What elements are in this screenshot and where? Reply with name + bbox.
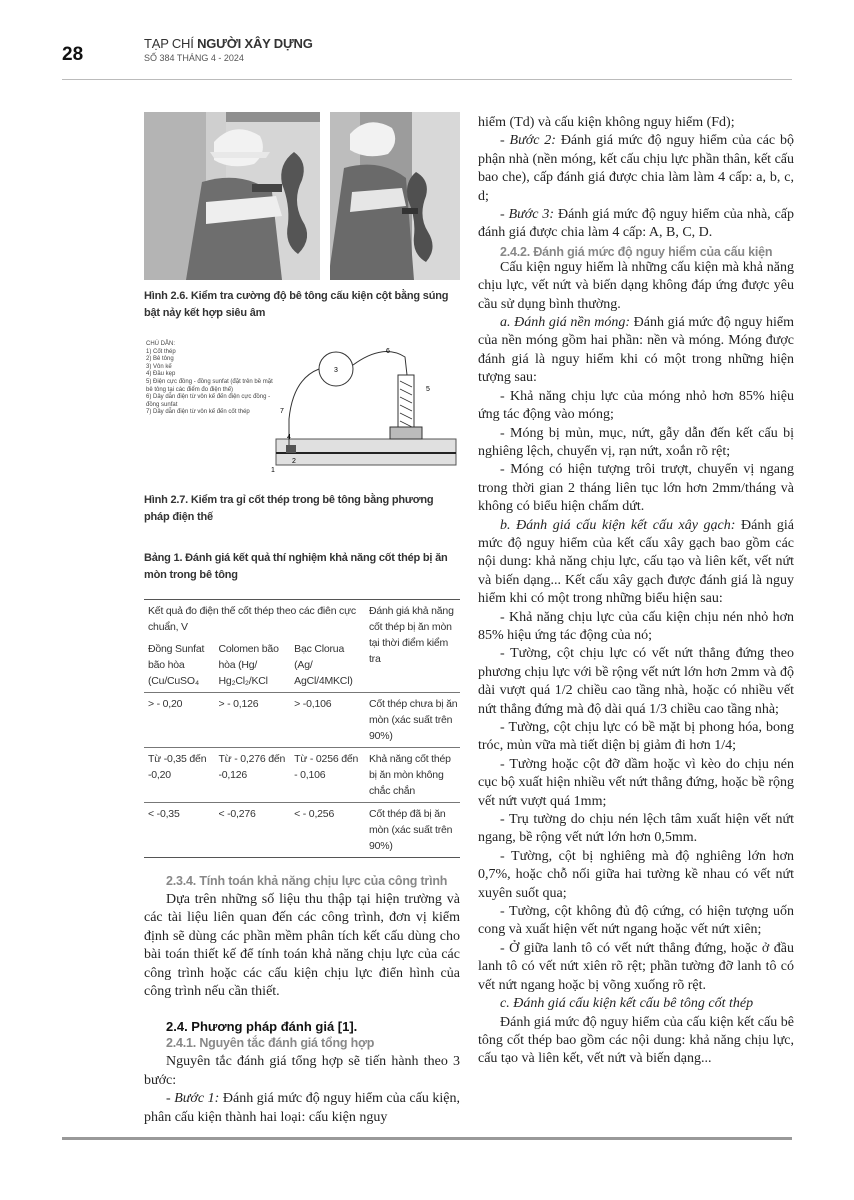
figure-2-7-caption: Hình 2.7. Kiểm tra gỉ cốt thép trong bê tông bằng phương pháp điện thế bbox=[144, 494, 434, 523]
step-label: - Bước 1: bbox=[166, 1091, 220, 1107]
paragraph: - Tường, cột chịu lực có bề mặt bị phong hóa, bong tróc, mủn vữa mà tiết diện bị giảm đi hơn 1/4; bbox=[478, 720, 794, 754]
step-label: - Bước 2: bbox=[500, 133, 556, 149]
paragraph: - Tường, cột chịu lực có vết nứt thẳng đứng theo phương chịu lực với bề rộng vết nứt lớn hơn 2mm và độ dài vượt quá 1/2 chiều cao tầng nhà, hoặc có nhiều vết nứt thẳng đứng mà độ dài quá 1/3 chiều cao tầng nhà; bbox=[478, 646, 794, 717]
heading-2-3-4: 2.3.4. Tính toán khả năng chịu lực của công trình bbox=[166, 874, 448, 888]
step-label: - Bước 3: bbox=[500, 207, 555, 223]
table-cell: < -0,35 bbox=[144, 803, 214, 858]
magazine-name: NGƯỜI XÂY DỰNG bbox=[197, 36, 313, 51]
clamp bbox=[286, 445, 296, 453]
table-subheader: Đồng Sunfat bão hòa (Cu/CuSO₄ bbox=[148, 643, 205, 687]
paragraph: - Móng có hiện tượng trôi trượt, chuyển vị ngang trong thời gian 2 tháng liên tục lớn hơn 2mm/tháng và không có biểu hiện chấm dứt. bbox=[478, 462, 794, 515]
header-divider bbox=[62, 79, 792, 80]
paragraph: Đánh giá mức độ nguy hiểm của cấu kiện kết cấu bê tông cốt thép bao gồm các nội dung: khả năng chịu lực, cấu tạo và liên kết, vết nứt và biến dạng... bbox=[478, 1014, 794, 1067]
figure-2-6-caption: Hình 2.6. Kiểm tra cường độ bê tông cấu kiện cột bằng súng bật nảy kết hợp siêu âm bbox=[144, 290, 449, 319]
magazine-prefix: TẠP CHÍ bbox=[144, 36, 194, 51]
label-3: 3 bbox=[334, 367, 338, 374]
table-cell: Từ - 0,276 đến -0,126 bbox=[214, 748, 290, 803]
table-cell: Cốt thép đã bị ăn mòn (xác suất trên 90%) bbox=[365, 803, 460, 858]
paragraph: - Tường, cột không đủ độ cứng, có hiện tượng uốn cong và xuất hiện vết nứt ngang hoặc vết nứt xiên; bbox=[478, 904, 794, 938]
legend-item: 4) Đầu kẹp bbox=[146, 371, 176, 378]
page-number: 28 bbox=[62, 44, 84, 65]
table-assessment-header: Đánh giá khả năng cốt thép bị ăn mòn tại thời điểm kiểm tra bbox=[365, 600, 460, 693]
label-7: 7 bbox=[280, 408, 284, 415]
label-1: 1 bbox=[271, 467, 275, 474]
legend-item: 3) Vôn kế bbox=[146, 363, 172, 370]
paragraph: - Móng bị mủn, mục, nứt, gẫy dẫn đến kết cấu bị nghiêng lệch, chuyển vị, rạn nứt, xoắn rõ rệt; bbox=[478, 425, 794, 459]
table-cell: > -0,106 bbox=[290, 693, 365, 748]
issue-info: SỐ 384 THÁNG 4 - 2024 bbox=[144, 53, 244, 63]
table-1-caption: Bảng 1. Đánh giá kết quả thí nghiệm khả năng cốt thép bị ăn mòn trong bê tông bbox=[144, 552, 448, 581]
paragraph: - Khả năng chịu lực của móng nhỏ hơn 85% hiệu ứng tác động vào móng; bbox=[478, 388, 794, 423]
table-group-header: Kết quả đo điện thế cốt thép theo các điên cực chuẩn, V bbox=[144, 600, 365, 639]
table-row bbox=[144, 748, 460, 803]
table-cell: Khả năng cốt thép bị ăn mòn không chắc chắn bbox=[365, 748, 460, 803]
table-cell: Cốt thép chưa bị ăn mòn (xác suất trên 90%) bbox=[365, 693, 460, 748]
heading-2-4: 2.4. Phương pháp đánh giá [1]. bbox=[166, 1019, 358, 1035]
label-2: 2 bbox=[292, 458, 296, 465]
photo-ultrasonic-test bbox=[330, 112, 460, 280]
photo-illustration-1 bbox=[144, 112, 320, 280]
wire-to-electrode bbox=[353, 352, 407, 375]
table-cell: > - 0,126 bbox=[214, 693, 290, 748]
table-cell: > - 0,20 bbox=[144, 693, 214, 748]
figure-2-7-diagram bbox=[144, 341, 460, 476]
table-cell: < - 0,256 bbox=[290, 803, 365, 858]
paragraph: - Khả năng chịu lực của cấu kiện chịu nén nhỏ hơn 85% hiệu ứng tác động của nó; bbox=[478, 609, 794, 643]
magazine-title bbox=[144, 36, 313, 51]
table-cell: Từ - 0256 đến - 0,106 bbox=[290, 748, 365, 803]
legend-title: CHÚ DẪN: bbox=[146, 341, 176, 347]
paragraph bbox=[478, 206, 794, 243]
label-4: 4 bbox=[287, 434, 291, 441]
paragraph: Dựa trên những số liệu thu thập tại hiện trường và các tài liệu liên quan đến các công trình, đơn vị kiểm định sẽ dùng các phần mềm phân tích kết cấu dùng cho bài toán thiết kế để tính toán khả năng chịu lực của các công trình hoặc các cấu kiện chịu lực điển hình của công trình nếu cần thiết. bbox=[144, 892, 460, 1000]
heading-2-4-2: 2.4.2. Đánh giá mức độ nguy hiểm của cấu kiện bbox=[500, 244, 773, 259]
subsection-heading: c. Đánh giá cấu kiện kết cấu bê tông cốt thép bbox=[500, 996, 754, 1012]
paragraph: hiểm (Td) và cấu kiện không nguy hiểm (Fd); bbox=[478, 115, 735, 130]
paragraph: - Tường, cột bị nghiêng mà độ nghiêng lớn hơn 0,7%, hoặc chỗ nối giữa hai tường kề nhau có vết nứt xuyên suốt qua; bbox=[478, 848, 794, 901]
paragraph: - Trụ tường do chịu nén lệch tâm xuất hiện vết nứt ngang, bề rộng vết nứt lớn hơn 0,5mm. bbox=[478, 812, 794, 846]
subsection-label: b. Đánh giá cấu kiện kết cấu xây gạch: bbox=[500, 517, 736, 533]
table-cell: < -0,276 bbox=[214, 803, 290, 858]
legend-item: 2) Bê tông bbox=[146, 356, 174, 363]
subsection-label: a. Đánh giá nền móng: bbox=[500, 315, 631, 331]
footer-divider bbox=[62, 1137, 792, 1140]
figure-2-7-legend bbox=[146, 341, 274, 417]
subsection-text: Đánh giá mức độ nguy hiểm của nền móng gồm hai phần: nền và móng. Móng được đánh giá là nguy hiểm khi có một trong những hiện tượng sau: bbox=[478, 315, 794, 386]
table-row bbox=[144, 693, 460, 748]
table-subheader: Colomen bão hòa (Hg/ Hg₂Cl₂/KCl bbox=[218, 643, 279, 687]
label-5: 5 bbox=[426, 386, 430, 393]
paragraph: - Ở giữa lanh tô có vết nứt thẳng đứng, hoặc ở đầu lanh tô có vết nứt xiên rõ rệt; phần tường đỡ lanh tô có vết nứt ngang hoặc bị võng xuống rõ rệt. bbox=[478, 940, 794, 993]
label-6: 6 bbox=[386, 348, 390, 355]
subsection-text: Đánh giá mức độ nguy hiểm của kết cấu xây gạch bao gồm các nội dung: khả năng chịu lực, cấu tạo và liên kết, vết nứt và biến dạng... Kết cấu xây gạch được đánh giá là nguy hiểm khi có một trong những biểu hiện sau: bbox=[478, 517, 794, 607]
photo-rebound-hammer-test bbox=[144, 112, 320, 280]
paragraph bbox=[478, 132, 794, 206]
legend-item: 5) Điện cực đồng - đồng sunfat (đặt trên bề mặt bê tông tại các điểm đo điện thế) bbox=[146, 378, 273, 393]
right-column bbox=[478, 114, 794, 1069]
paragraph bbox=[144, 1090, 460, 1127]
legend-item: 7) Dây dẫn điện từ vôn kế đến cốt thép bbox=[146, 409, 250, 416]
photo-illustration-2 bbox=[330, 112, 460, 280]
legend-item: 6) Dây dẫn điện từ vôn kế đến điện cực đồng - đồng sunfat bbox=[146, 394, 271, 408]
table-subheader: Bạc Clorua (Ag/ AgCl/4MKCl) bbox=[294, 643, 353, 687]
step-text: Đánh giá mức độ nguy hiểm của các bộ phận nhà (nền móng, kết cấu chịu lực phần thân, kết cấu bao che), cấp đánh giá được chia làm làm 4 cấp: a, b, c, d; bbox=[478, 133, 794, 204]
step-text: Đánh giá mức độ nguy hiểm của nhà, cấp đánh giá được chia làm 4 cấp: A, B, C, D. bbox=[478, 207, 794, 241]
paragraph bbox=[478, 517, 794, 609]
table-row bbox=[144, 803, 460, 858]
paragraph: - Tường hoặc cột đỡ dầm hoặc vì kèo do chịu nén cục bộ xuất hiện nhiều vết nứt thẳng đứng, hoặc bề rộng vết nứt vượt quá 1mm; bbox=[478, 756, 794, 809]
paragraph: Nguyên tắc đánh giá tổng hợp sẽ tiến hành theo 3 bước: bbox=[144, 1054, 460, 1088]
legend-item: 1) Cốt thép bbox=[146, 348, 176, 355]
step-text: Đánh giá mức độ nguy hiểm của cấu kiện, phân cấu kiện thành hai loại: cấu kiện nguy bbox=[144, 1091, 460, 1125]
left-column bbox=[144, 112, 460, 1127]
table-cell: Từ -0,35 đến -0,20 bbox=[144, 748, 214, 803]
figure-2-6-photos bbox=[144, 112, 460, 280]
half-cell-potential-schematic bbox=[262, 341, 460, 476]
paragraph: Cấu kiện nguy hiểm là những cấu kiện mà khả năng chịu lực, vết nứt và biến dạng không đáp ứng được yêu cầu sử dụng bình thường. bbox=[478, 259, 794, 312]
heading-2-4-1: 2.4.1. Nguyên tắc đánh giá tổng hợp bbox=[166, 1036, 375, 1051]
corrosion-table bbox=[144, 599, 460, 858]
paragraph bbox=[478, 314, 794, 388]
